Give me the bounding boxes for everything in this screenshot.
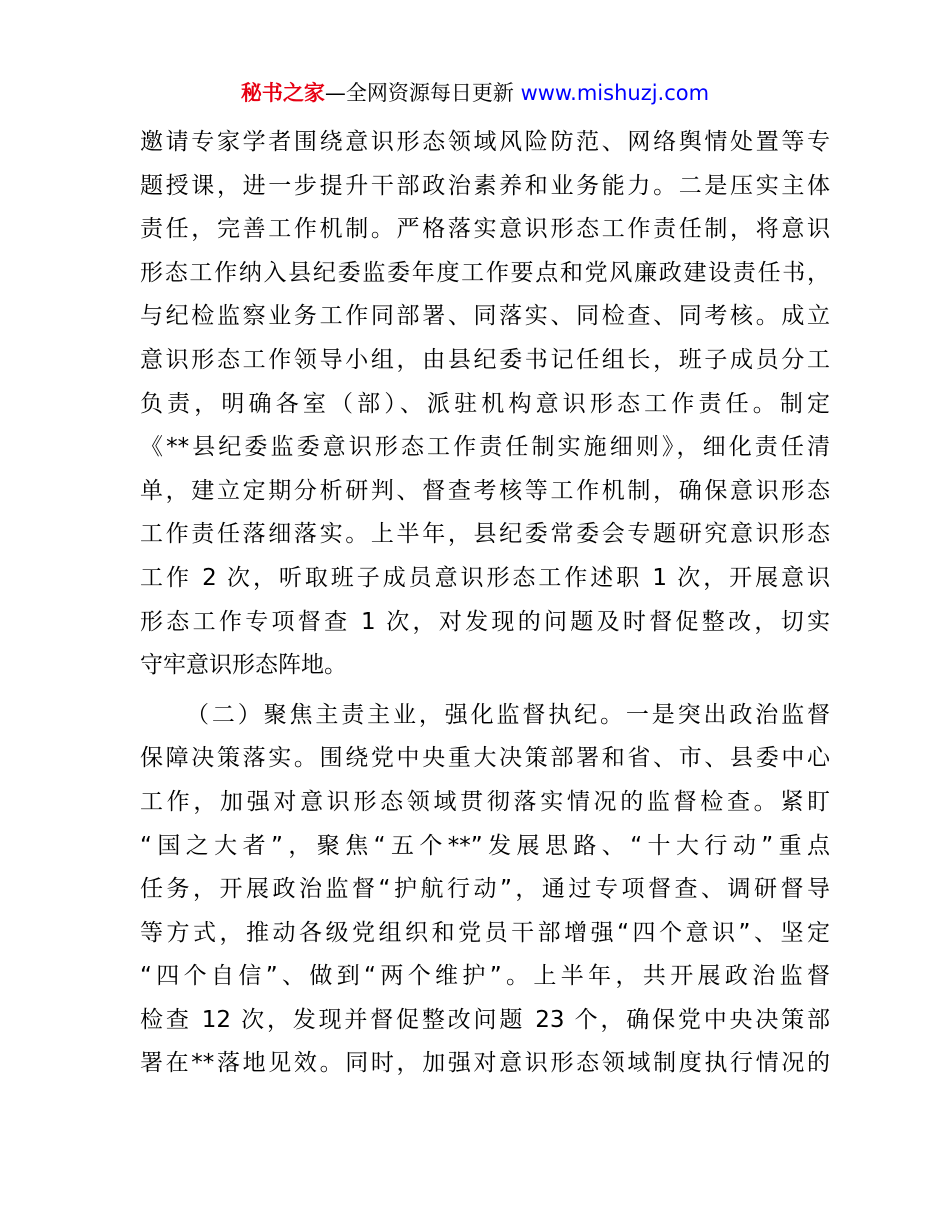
text-line: 守牢意识形态阵地。: [140, 652, 347, 679]
text-line: 题授课，进一步提升干部政治素养和业务能力。二是压实主体: [140, 172, 830, 199]
text-line: 署在**落地见效。同时，加强对意识形态领域制度执行情况的: [140, 1050, 830, 1077]
text-line: 保障决策落实。围绕党中央重大决策部署和省、市、县委中心: [140, 745, 830, 772]
text-line: （二）聚焦主责主业，强化监督执纪。一是突出政治监督: [186, 701, 830, 728]
paragraph-2: [140, 694, 830, 1086]
document-body: [140, 121, 830, 1086]
text-line: 等方式，推动各级党组织和党员干部增强“四个意识”、坚定: [140, 919, 830, 946]
site-slogan: —全网资源每日更新: [324, 81, 521, 105]
text-line: 与纪检监察业务工作同部署、同落实、同检查、同考核。成立: [140, 303, 830, 330]
text-line: 意识形态工作领导小组，由县纪委书记任组长，班子成员分工: [140, 346, 830, 373]
text-line: 工作责任落细落实。上半年，县纪委常委会专题研究意识形态: [140, 521, 830, 548]
text-line: 单，建立定期分析研判、督查考核等工作机制，确保意识形态: [140, 477, 830, 504]
site-brand: 秘书之家: [240, 81, 325, 105]
text-line: “国之大者”，聚焦“五个**”发展思路、“十大行动”重点: [140, 832, 830, 859]
text-line: 形态工作专项督查 1 次，对发现的问题及时督促整改，切实: [140, 608, 830, 635]
text-line: 工作 2 次，听取班子成员意识形态工作述职 1 次，开展意识: [140, 564, 830, 591]
text-line: 检查 12 次，发现并督促整改问题 23 个，确保党中央决策部: [140, 1006, 830, 1033]
paragraph-1: [140, 121, 830, 688]
text-line: 负责，明确各室（部）、派驻机构意识形态工作责任。制定: [140, 390, 830, 417]
text-line: 邀请专家学者围绕意识形态领域风险防范、网络舆情处置等专: [140, 129, 830, 155]
text-line: 任务，开展政治监督“护航行动”，通过专项督查、调研督导: [140, 876, 830, 903]
text-line: “四个自信”、做到“两个维护”。上半年，共开展政治监督: [140, 963, 830, 990]
text-line: 责任，完善工作机制。严格落实意识形态工作责任制，将意识: [140, 216, 830, 243]
text-line: 工作，加强对意识形态领域贯彻落实情况的监督检查。紧盯: [140, 788, 830, 815]
site-url-link[interactable]: www.mishuzj.com: [520, 81, 710, 105]
text-line: 形态工作纳入县纪委监委年度工作要点和党风廉政建设责任书，: [140, 259, 830, 286]
site-header: [0, 78, 950, 108]
text-line: 《**县纪委监委意识形态工作责任制实施细则》，细化责任清: [140, 434, 830, 461]
